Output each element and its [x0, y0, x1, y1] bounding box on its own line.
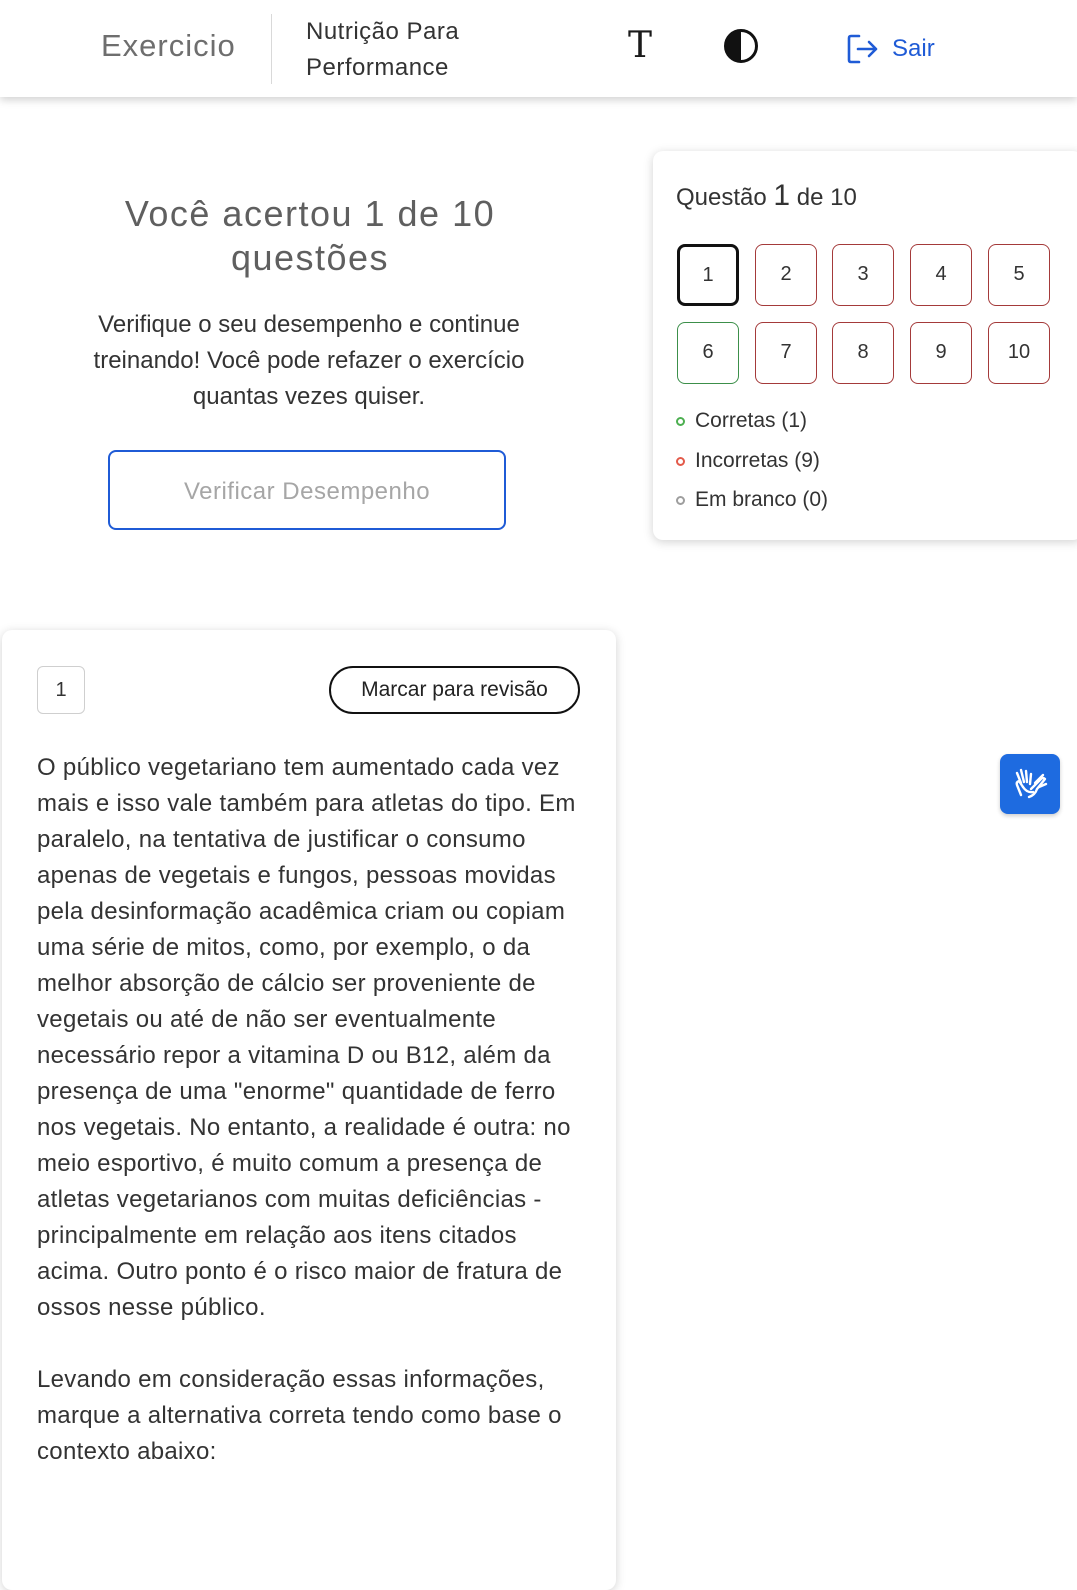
brand-title: Exercicio: [101, 28, 236, 63]
question-button-6[interactable]: 6: [677, 322, 739, 384]
question-button-8[interactable]: 8: [832, 322, 894, 384]
libras-accessibility-button[interactable]: [1000, 754, 1060, 814]
question-paragraph-1: O público vegetariano tem aumentado cada vez mais e isso vale também para atletas do tipo. Em paralelo, na tentativa de justificar o consumo apenas de vegetais e fungos, pessoas movidas pela desinformação acadêmica criam ou copiam uma série de mitos, como, por exemplo, o da melhor absorção de cálcio ser proveniente de vegetais ou até de não ser eventualmente necessário repor a vitamina D ou B12, além da presença de uma "enorme" quantidade de ferro nos vegetais. No entanto, a realidade é outra: no meio esportivo, é muito comum a presença de atletas vegetarianos com muitas deficiências - principalmente em relação aos itens citados acima. Outro ponto é o risco maior de fratura de ossos nesse público.: [37, 754, 576, 1321]
contrast-toggle-button[interactable]: [723, 28, 759, 64]
header-divider: [271, 14, 272, 84]
legend-blank: [676, 488, 828, 512]
top-header: [0, 0, 1077, 97]
navigator-current-number: 1: [773, 179, 791, 212]
legend-incorrect-label: Incorretas (9): [695, 449, 820, 472]
question-navigator: [653, 151, 1077, 540]
legend-correct-dot-icon: [676, 417, 685, 426]
logout-label: Sair: [892, 35, 935, 62]
legend-incorrect-dot-icon: [676, 457, 685, 466]
question-paragraph-2: Levando em consideração essas informações, marque a alternativa correta tendo como base o contexto abaixo:: [37, 1366, 562, 1465]
sign-language-hands-icon: [1011, 765, 1049, 803]
logout-button[interactable]: [846, 30, 935, 68]
question-button-10[interactable]: 10: [988, 322, 1050, 384]
navigator-title: [676, 179, 857, 213]
result-title: Você acertou 1 de 10 questões: [124, 193, 496, 278]
legend-correct: [676, 409, 807, 433]
question-statement: [37, 750, 585, 1506]
navigator-label-prefix: Questão: [676, 184, 767, 211]
question-number-badge: 1: [37, 666, 85, 714]
logout-icon: [846, 33, 880, 65]
question-button-1[interactable]: 1: [677, 244, 739, 306]
contrast-icon: [723, 28, 759, 64]
legend-blank-label: Em branco (0): [695, 488, 829, 511]
question-button-9[interactable]: 9: [910, 322, 972, 384]
font-size-icon: T: [627, 25, 652, 66]
question-button-5[interactable]: 5: [988, 244, 1050, 306]
question-button-4[interactable]: 4: [910, 244, 972, 306]
course-title: Nutrição Para Performance: [306, 18, 460, 81]
legend-blank-dot-icon: [676, 496, 685, 505]
legend-incorrect: [676, 449, 820, 473]
verify-performance-button[interactable]: Verificar Desempenho: [108, 450, 506, 530]
question-card: [2, 630, 616, 1590]
question-button-2[interactable]: 2: [755, 244, 817, 306]
mark-for-review-button[interactable]: Marcar para revisão: [329, 666, 580, 714]
font-size-button[interactable]: [622, 26, 658, 66]
legend-correct-label: Corretas (1): [695, 409, 808, 432]
question-button-7[interactable]: 7: [755, 322, 817, 384]
navigator-label-suffix: de 10: [796, 184, 857, 211]
question-button-3[interactable]: 3: [832, 244, 894, 306]
result-message: Verifique o seu desempenho e continue treinando! Você pode refazer o exercício quantas vezes quiser.: [93, 311, 525, 410]
